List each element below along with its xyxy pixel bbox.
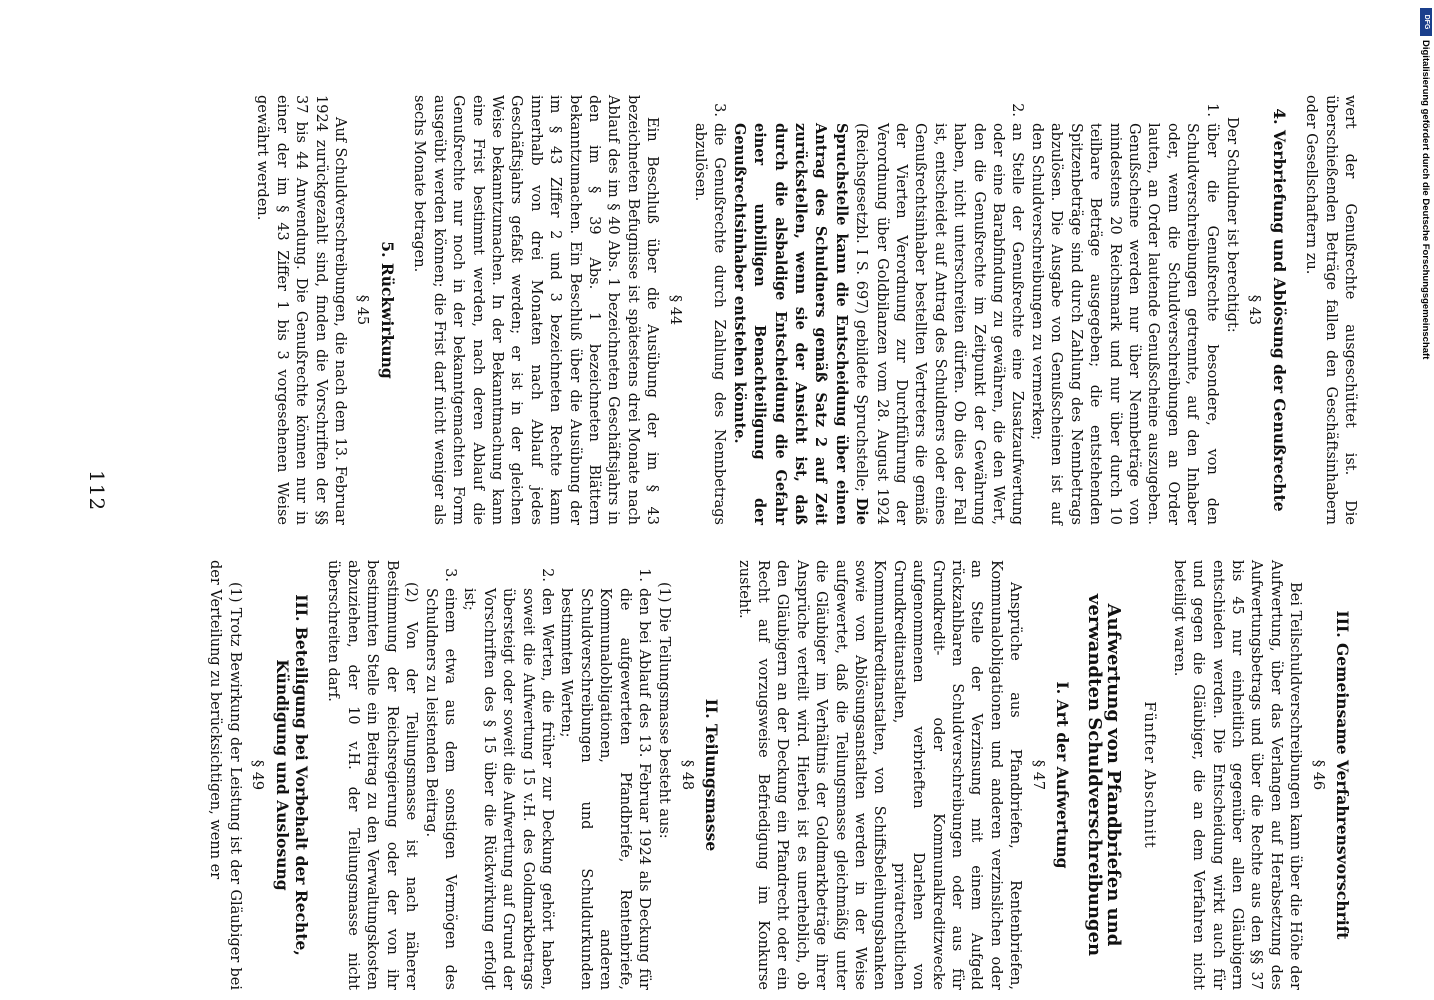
right-column	[204, 560, 1364, 990]
section-title: Aufwertung von Pfandbriefen und verwandten Schuldverschreibungen	[1083, 593, 1124, 957]
section-44-text: Ein Beschluß über die Ausübung der im § 43 bezeichneten Befugnisse ist spätestens drei Monate nach Ablauf des im § 40 Abs. 1 bezeichneten Geschäftsjahrs in den im § 39 Abs. 1 bezeichneten Blättern bekanntzumachen. Ein Beschluß über die Ausübung der im § 43 Ziffer 2 und 3 bezeichneten Rechte kann innerhalb von drei Monaten nach Ablauf jedes Geschäftsjahrs gefaßt werden; er ist in der gleichen Weise bekanntzumachen. In der Bekanntmachung kann eine Frist bestimmt werden, nach deren Ablauf die Genußrechte nur noch in der bekanntgemachten Form ausgeübt werden können; die Frist darf nicht weniger als sechs Monate betragen.	[411, 95, 661, 525]
section-46-number: § 46	[1309, 759, 1326, 791]
dfg-logo	[1420, 8, 1432, 36]
section-43-lead: Der Schuldner ist berechtigt:	[1223, 117, 1240, 333]
heading-verbriefung: 4. Verbriefung und Ablösung der Genußrechte	[1269, 108, 1289, 512]
list-number: 1.	[636, 568, 652, 582]
list-item-48-2	[459, 560, 556, 990]
dfg-logo-text: DFG	[1423, 14, 1430, 30]
list-number: 3.	[441, 568, 458, 582]
list-text: den Werten, die früher zur Deckung gehört haben, soweit die Aufwertung 15 v.H. des Goldmarkbetrags übersteigt oder soweit die Aufwertung auf Grund der Vorschriften des § 15 über die Rückwirkung erfolgt ist;	[461, 588, 555, 990]
list-item-48-3	[420, 560, 459, 990]
list-number: 3.	[711, 103, 728, 117]
list-item-43-3	[690, 95, 729, 525]
section-45-number: § 45	[354, 294, 371, 326]
section-47-number: § 47	[1029, 759, 1046, 791]
section-49-number: § 49	[249, 759, 266, 791]
list-text: den bei Ablauf des 13. Februar 1924 als Deckung für die aufgewerteten Pfandbriefe, Rentenbriefe, Kommunalobligationen, anderen Schuldverschreibungen und Schuldurkunden bestimmten Werten;	[558, 588, 652, 990]
section-label: Fünfter Abschnitt	[1141, 701, 1158, 849]
list-text: einem etwa aus dem sonstigen Vermögen des Schuldners zu leistenden Beitrag.	[422, 588, 458, 990]
list-item-43-1	[1027, 95, 1221, 525]
heading-rueckwirkung: 5. Rückwirkung	[377, 241, 397, 379]
heading-beteiligung: III. Beteiligung bei Vorbehalt der Rechte, Kündigung und Auslosung	[272, 594, 312, 956]
section-48-lead: (1) Die Teilungsmasse besteht aus:	[656, 582, 673, 839]
list-number: 2.	[1009, 103, 1026, 117]
section-44-number: § 44	[666, 294, 683, 326]
list-item-48-1	[556, 560, 653, 990]
section-48-number: § 48	[678, 759, 695, 791]
intro-paragraph: wert der Genußrechte ausgeschüttet ist. Die überschießenden Beträge fallen den Geschäftsinhabern oder Gesellschaftern zu.	[1303, 95, 1358, 525]
section-46-text: Bei Teilschuldverschreibungen kann über die Höhe der Aufwertung, über das Verlangen auf Herabsetzung des Aufwertungsbetrags und über die Rechte aus den §§ 37 bis 45 nur einheitlich gegenüber allen Gläubigern entschieden werden. Die Entscheidung wirkt auch für und gegen die Gläubiger, die an dem Verfahren nicht beteiligt waren.	[1170, 560, 1304, 990]
page-number: 112	[85, 470, 109, 512]
list-text-regular: an Stelle der Genußrechte eine Zusatzaufwertung oder eine Barabfindung zu gewähren, die den Wert, den die Genußrechte im Zeitpunkt der Gewährung haben, nicht unterschreiten dürfen. Ob dies der Fall ist, entscheidet auf Antrag des Schuldners oder eines Genußrechtsinhaber bestellten Vertreters die gemäß der Vierten Verordnung zur Durchführung der Verordnung über Goldbilanzen vom 28. August 1924 (Reichsgesetzbl. I S. 697) gebildete Spruchstelle;	[853, 123, 1026, 525]
section-49-text: (1) Trotz Bewirkung der Leistung ist der Gläubiger bei der Verteilung zu berücksichtigen, wenn er	[207, 560, 243, 990]
list-item-43-2	[728, 95, 1026, 525]
section-45-text: Auf Schuldverschreibungen, die nach dem 13. Februar 1924 zurückgezahlt sind, finden die Vorschriften der §§ 37 bis 44 Anwendung. Die Genußrechte können nur in einer der im § 43 Ziffer 1 bis 3 vorgesehenen Weise gewährt werden.	[254, 95, 349, 525]
list-text: die Genußrechte durch Zahlung des Nennbetrags abzulösen.	[692, 123, 728, 525]
list-text	[728, 123, 1026, 525]
list-number: 2.	[538, 568, 555, 582]
list-text: über die Genußrechte besondere, von den Schuldverschreibungen getrennte, auf den Inhaber oder, wenn die Schuldverschreibungen an Order lauten, an Order lautende Genußscheine auszugeben. Genußscheine werden nur über Nennbeträge von mindestens 20 Reichsmark und nur über durch 10 teilbare Beträge ausgegeben; die entstehenden Spitzenbeträge sind durch Zahlung des Nennbetrags abzulösen. Die Ausgabe von Genußscheinen ist auf den Schuldverschreibungen zu vermerken;	[1028, 123, 1220, 525]
digitization-credit	[1418, 40, 1432, 430]
section-48-para-2: (2) Von der Teilungsmasse ist nach näherer Bestimmung der Reichsregierung oder der von ihr bestimmten Stelle ein Beitrag zu den Verwaltungskosten abzuziehen, der 10 v.H. der Teilungsmasse nicht überschreiten darf.	[325, 560, 420, 990]
section-47-text: Ansprüche aus Pfandbriefen, Rentenbriefen, Kommunalobligationen und anderen verzinslichen oder an Stelle der Verzinsung mit einem Aufgeld rückzahlbaren Schuldverschreibungen oder aus für Grundkredit- oder Kommunalkreditzwecke aufgenommenen verbrieften Darlehen von Grundkreditanstalten, privatrechtlichen Kommunalkreditanstalten, von Schiffsbeleihungsbanken sowie von Ablösungsanstalten werden in der Weise aufgewertet, daß die Teilungsmasse gleichmäßig unter die Gläubiger im Verhältnis der Goldmarkbeträge ihrer Ansprüche verteilt wird. Hierbei ist es unerheblich, ob den Gläubigern an der Deckung ein Pfandrecht oder ein Recht auf vorzugsweise Befriedigung im Konkurse zusteht.	[735, 560, 1024, 990]
section-43-number: § 43	[1246, 294, 1263, 326]
digitization-credit-text: Digitalisierung gefördert durch die Deutsche Forschungsgemeinschaft	[1420, 40, 1431, 360]
heading-teilungsmasse: II. Teilungsmasse	[702, 698, 722, 852]
list-number: 1.	[1203, 103, 1220, 117]
left-column	[251, 95, 1359, 525]
heading-verfahrensvorschrift: III. Gemeinsame Verfahrensvorschrift	[1333, 610, 1352, 940]
list-text-bold-amendment: Die Spruchstelle kann die Entscheidung über einen Antrag des Schuldners gemäß Satz 2 auf Zeit zurückstellen, wenn sie der Ansicht ist, daß durch die alsbaldige Entscheidung die Gefahr einer unbilligen Benachteiligung der Genußrechtsinhaber entstehen könnte.	[730, 123, 871, 526]
heading-art-der-aufwertung: I. Art der Aufwertung	[1053, 681, 1073, 869]
